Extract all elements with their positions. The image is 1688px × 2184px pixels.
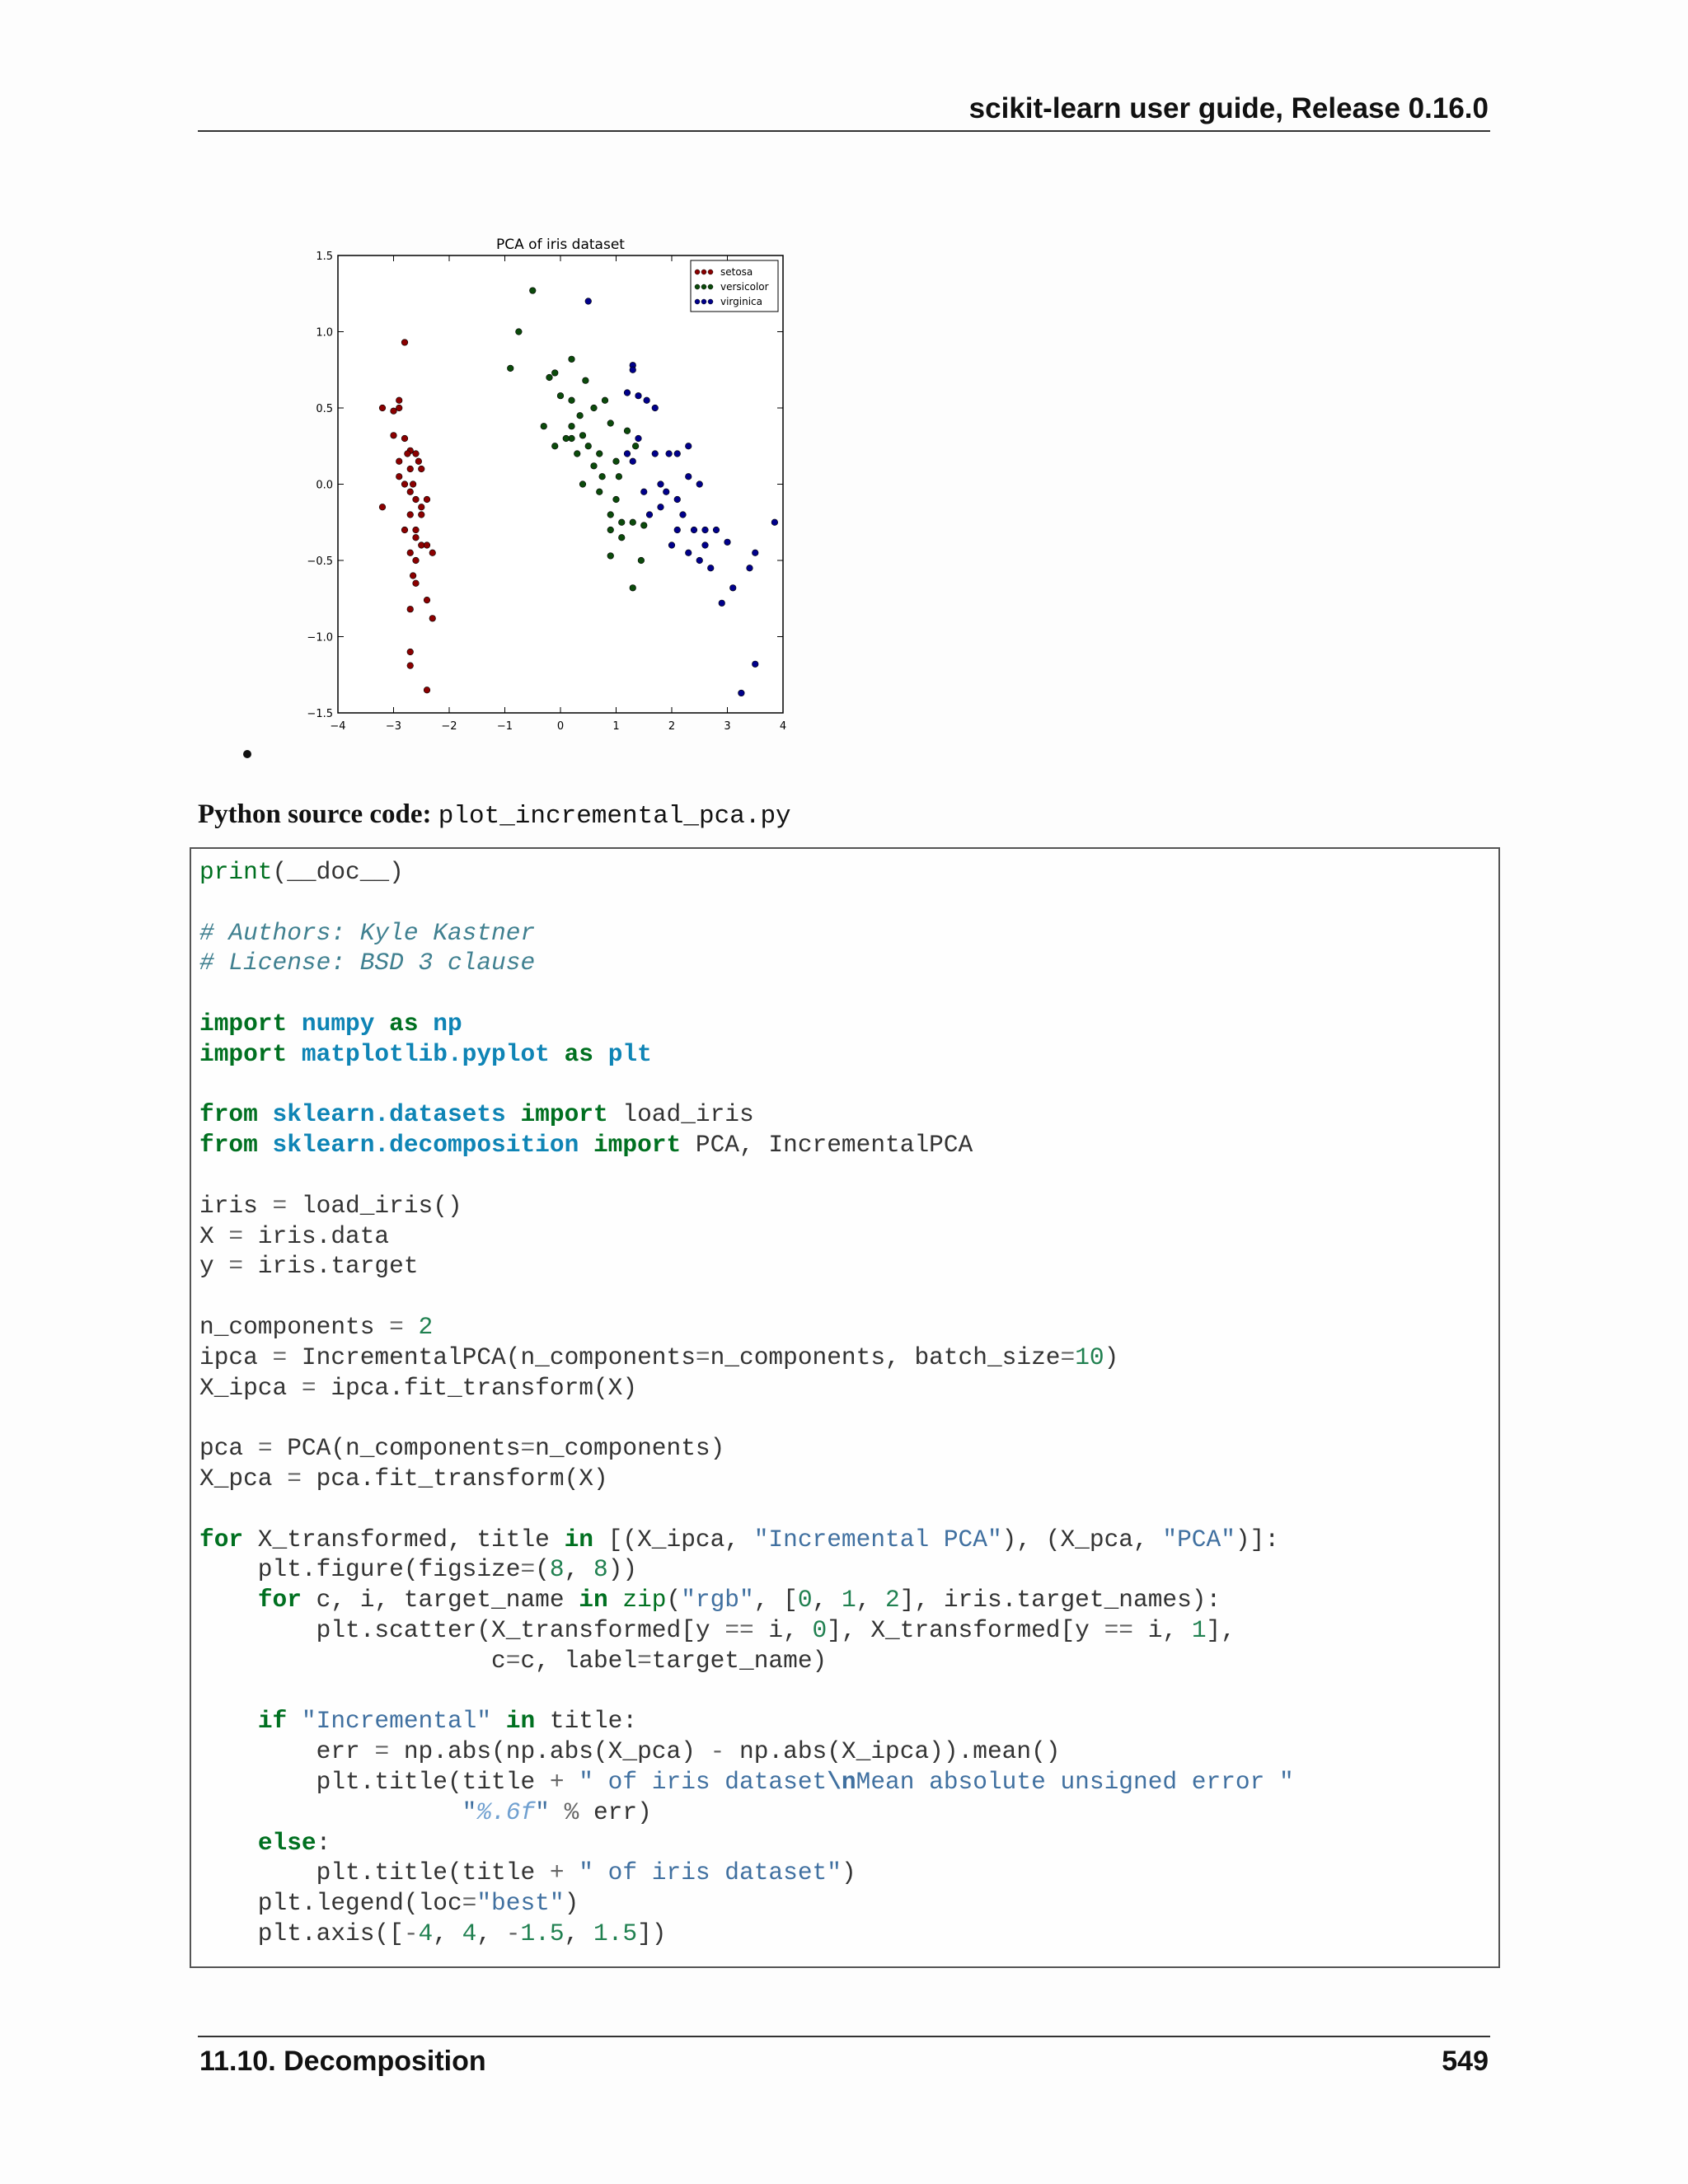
data-point-setosa: [396, 405, 402, 411]
data-point-versicolor: [579, 433, 586, 439]
source-filename-link[interactable]: plot_incremental_pca.py: [438, 802, 791, 831]
data-point-versicolor: [602, 397, 608, 404]
data-point-versicolor: [624, 428, 631, 434]
x-tick-label: −3: [385, 720, 402, 733]
data-point-versicolor: [507, 365, 513, 372]
data-point-virginica: [624, 390, 631, 396]
data-point-versicolor: [569, 356, 575, 363]
data-point-virginica: [685, 550, 692, 556]
data-point-versicolor: [585, 443, 592, 449]
data-point-setosa: [401, 340, 408, 346]
y-tick-label: −1.5: [307, 708, 333, 720]
data-point-virginica: [702, 542, 709, 549]
data-point-virginica: [666, 451, 673, 457]
legend-marker: [695, 284, 700, 289]
data-point-virginica: [663, 489, 669, 495]
data-point-virginica: [719, 600, 725, 607]
data-point-versicolor: [630, 519, 636, 526]
data-point-setosa: [401, 481, 408, 488]
data-point-setosa: [396, 397, 402, 404]
pca-scatter-plot: [297, 231, 808, 742]
data-point-versicolor: [516, 329, 523, 335]
data-point-setosa: [413, 496, 420, 503]
data-point-virginica: [674, 451, 681, 457]
data-point-setosa: [405, 451, 411, 457]
data-point-versicolor: [607, 553, 614, 560]
x-tick-label: 3: [724, 720, 731, 733]
data-point-versicolor: [557, 392, 564, 399]
list-bullet: [243, 750, 251, 758]
data-point-virginica: [630, 458, 636, 465]
data-point-versicolor: [583, 377, 589, 384]
data-point-setosa: [429, 550, 436, 556]
data-point-versicolor: [618, 519, 625, 526]
data-point-setosa: [407, 663, 414, 669]
data-point-virginica: [585, 298, 592, 305]
data-point-versicolor: [613, 496, 620, 503]
data-point-versicolor: [577, 412, 584, 419]
data-point-versicolor: [596, 451, 603, 457]
data-point-setosa: [407, 512, 414, 518]
data-point-virginica: [680, 512, 687, 518]
x-tick-label: −1: [496, 720, 513, 733]
data-point-virginica: [674, 527, 681, 533]
y-tick-label: 0.0: [316, 479, 333, 492]
legend-marker: [708, 269, 713, 274]
data-point-setosa: [391, 433, 397, 439]
data-point-virginica: [685, 443, 692, 449]
data-point-versicolor: [630, 585, 636, 592]
data-point-virginica: [640, 489, 647, 495]
legend-label: setosa: [720, 266, 753, 278]
data-point-virginica: [707, 565, 714, 571]
data-point-virginica: [652, 405, 659, 411]
legend-marker: [708, 284, 713, 289]
data-point-virginica: [738, 690, 745, 696]
x-tick-label: 4: [779, 720, 787, 733]
code-block: [190, 847, 1500, 1968]
x-tick-label: 0: [556, 720, 565, 733]
data-point-versicolor: [529, 288, 536, 294]
x-tick-label: −4: [330, 720, 346, 733]
data-point-virginica: [696, 481, 703, 488]
footer-rule: [198, 2036, 1490, 2037]
data-point-versicolor: [579, 481, 586, 488]
data-point-virginica: [702, 527, 709, 533]
data-point-versicolor: [596, 489, 603, 495]
data-point-versicolor: [613, 458, 620, 465]
data-point-setosa: [410, 481, 416, 488]
data-point-setosa: [413, 557, 420, 564]
data-point-versicolor: [574, 451, 580, 457]
y-tick-label: 0.5: [316, 403, 333, 415]
data-point-versicolor: [541, 423, 547, 429]
header-rule: [198, 130, 1490, 132]
data-point-versicolor: [638, 557, 645, 564]
legend-marker: [701, 284, 706, 289]
data-point-virginica: [685, 473, 692, 480]
data-point-versicolor: [546, 374, 553, 381]
data-point-virginica: [713, 527, 720, 533]
y-tick-label: −1.0: [307, 631, 333, 644]
page-header-title: scikit-learn user guide, Release 0.16.0: [968, 92, 1489, 124]
data-point-virginica: [635, 392, 642, 399]
data-point-virginica: [752, 550, 758, 556]
data-point-setosa: [396, 458, 402, 465]
data-point-versicolor: [591, 463, 598, 470]
data-point-versicolor: [607, 512, 614, 518]
data-point-setosa: [379, 405, 386, 411]
data-point-setosa: [429, 616, 436, 622]
data-point-setosa: [407, 550, 414, 556]
data-point-setosa: [407, 466, 414, 472]
y-tick-label: −0.5: [307, 555, 333, 568]
data-point-virginica: [696, 557, 703, 564]
code-listing: print(__doc__) # Authors: Kyle Kastner # License: BSD 3 clause import numpy as np import matplotlib.pyplot as plt from sklearn.datasets import load_iris from sklearn.decomposition import PCA, IncrementalPCA iris = load_iris() X = iris.data y = iris.target n_components = 2 ipca = IncrementalPCA(n_components=n_components, batch_size=10) X_ipca = ipca.fit_transform(X) pca = PCA(n_components=n_components) X_pca = pca.fit_transform(X) for X_transformed, title in [(X_ipca, "Incremental PCA"), (X_pca, "PCA")]: plt.figure(figsize=(8, 8)) for c, i, target_name in zip("rgb", [0, 1, 2], iris.target_names): plt.scatter(X_transformed[y == i, 0], X_transformed[y == i, 1], c=c, label=target_name) if "Incremental" in title: err = np.abs(np.abs(X_pca) - np.abs(X_ipca)).mean() plt.title(title + " of iris dataset\nMean absolute unsigned error " "%.6f" % err) else: plt.title(title + " of iris dataset") plt.legend(loc="best") plt.axis([-4, 4, -1.5, 1.5]): [199, 858, 1294, 1947]
data-point-setosa: [379, 504, 386, 510]
source-code-label: Python source code:: [198, 799, 432, 829]
data-point-setosa: [424, 542, 430, 549]
data-point-setosa: [407, 606, 414, 612]
chart-title: PCA of iris dataset: [496, 237, 625, 253]
y-tick-label: 1.5: [316, 251, 333, 263]
data-point-setosa: [424, 597, 430, 603]
data-point-virginica: [652, 451, 659, 457]
data-point-setosa: [413, 534, 420, 541]
data-point-setosa: [407, 489, 414, 495]
data-point-versicolor: [607, 527, 614, 533]
legend-marker: [695, 269, 700, 274]
data-point-versicolor: [640, 523, 647, 529]
legend-label: versicolor: [720, 281, 769, 293]
data-point-versicolor: [616, 473, 622, 480]
footer-page-number: 549: [1442, 2046, 1489, 2077]
data-point-virginica: [635, 435, 642, 442]
data-point-setosa: [401, 527, 408, 533]
x-tick-label: 2: [668, 720, 676, 733]
data-point-virginica: [691, 527, 697, 533]
data-point-setosa: [424, 687, 430, 693]
y-tick-label: 1.0: [316, 326, 333, 340]
data-point-virginica: [674, 496, 681, 503]
data-point-setosa: [415, 458, 422, 465]
data-point-virginica: [630, 367, 636, 373]
data-point-versicolor: [591, 405, 598, 411]
data-point-versicolor: [632, 443, 639, 449]
source-code-caption: [198, 799, 791, 831]
data-point-setosa: [410, 573, 416, 579]
data-point-versicolor: [569, 423, 575, 429]
data-point-virginica: [771, 519, 778, 526]
data-point-versicolor: [551, 443, 558, 449]
legend-marker: [708, 299, 713, 304]
data-point-versicolor: [599, 473, 606, 480]
data-point-virginica: [752, 661, 758, 668]
data-point-versicolor: [607, 420, 614, 427]
legend-marker: [701, 269, 706, 274]
footer-section: 11.10. Decomposition: [199, 2046, 486, 2077]
data-point-setosa: [413, 451, 420, 457]
data-point-virginica: [644, 397, 650, 404]
data-point-virginica: [729, 585, 736, 592]
legend-marker: [695, 299, 700, 304]
data-point-versicolor: [618, 534, 625, 541]
data-point-setosa: [391, 408, 397, 415]
data-point-setosa: [413, 580, 420, 587]
x-tick-label: 1: [612, 720, 620, 733]
data-point-setosa: [418, 466, 424, 472]
data-point-virginica: [646, 512, 653, 518]
data-point-setosa: [396, 473, 402, 480]
legend-marker: [701, 299, 706, 304]
data-point-versicolor: [563, 435, 570, 442]
data-point-setosa: [418, 512, 424, 518]
legend-label: virginica: [720, 296, 762, 307]
data-point-virginica: [658, 481, 664, 488]
data-point-virginica: [724, 539, 731, 546]
data-point-setosa: [401, 435, 408, 442]
data-point-setosa: [407, 649, 414, 655]
data-point-setosa: [424, 496, 430, 503]
data-point-versicolor: [551, 370, 558, 377]
data-point-versicolor: [569, 397, 575, 404]
data-point-virginica: [624, 451, 631, 457]
data-point-setosa: [413, 527, 420, 533]
x-tick-label: −2: [441, 720, 457, 733]
data-point-virginica: [668, 542, 675, 549]
data-point-virginica: [658, 504, 664, 510]
data-point-setosa: [418, 504, 424, 510]
data-point-virginica: [747, 565, 753, 571]
